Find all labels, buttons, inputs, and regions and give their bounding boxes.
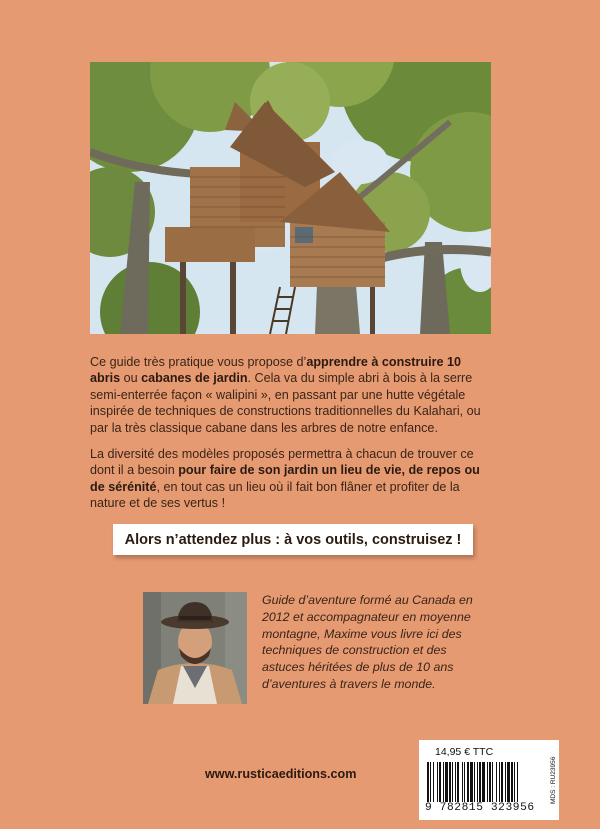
publisher-website[interactable]: www.rusticaeditions.com (205, 767, 357, 781)
barcode-icon (425, 762, 547, 802)
description-segment: Ce guide très pratique vous propose d’ (90, 355, 307, 369)
description (90, 354, 494, 522)
description-segment: . Cela va du simple abri à bois à la serre semi-enterrée façon « walipini », en passant par une hutte végétale inspirée de techniques de constructions traditionnelles du Kalahari, ou par la très classique cabane dans les arbres de notre enfance. (90, 371, 481, 435)
description-paragraph-2 (90, 446, 494, 512)
author-portrait (143, 592, 247, 704)
description-segment: apprendre à construire 10 abris (90, 355, 462, 386)
call-to-action-text: Alors n’attendez plus : à vos outils, construisez ! (124, 531, 462, 548)
description-segment: ou (120, 371, 142, 386)
description-segment: cabanes de jardin (141, 371, 248, 386)
treehouse-photo (90, 62, 491, 334)
description-paragraph-1 (90, 354, 494, 436)
description-segment: , en tout cas un lieu où il fait bon flâner et profiter de la nature et de ses vertus ! (90, 479, 460, 511)
description-segment: La diversité des modèles proposés permettra à chacun de trouver ce dont il a besoin (90, 447, 474, 478)
call-to-action-box (113, 524, 473, 555)
mds-code: MDS : RU23956 (550, 756, 557, 804)
isbn-number: 9 782815 323956 (425, 802, 535, 814)
author-bio: Guide d’aventure formé au Canada en 2012 et accompagnateur en moyenne montagne, Maxime vous livre ici des techniques de construction et des astuces héritées de plus de 10 ans d’aventures à travers le monde. (262, 593, 473, 691)
description-segment: pour faire de son jardin un lieu de vie, de repos ou de sérénité (90, 463, 480, 494)
barcode-box (419, 740, 559, 820)
price-label: 14,95 € TTC (435, 746, 494, 758)
